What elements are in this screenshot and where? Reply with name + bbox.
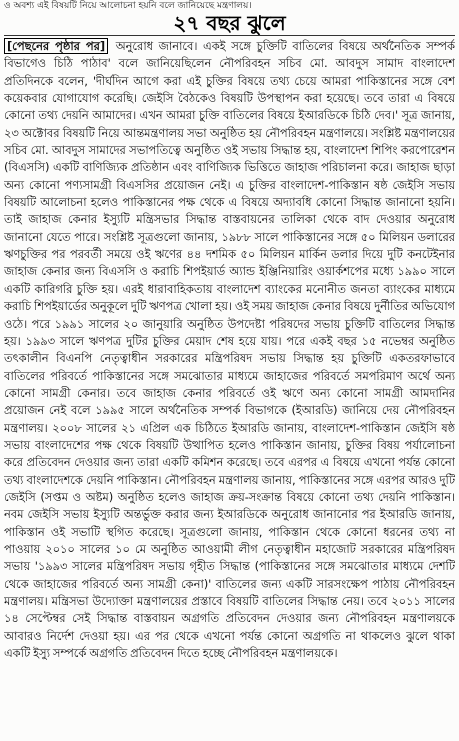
article-text: অনুরোধ জানাবে। একই সঙ্গে চুক্তিটি বাতিলের বিষয়ে অর্থনৈতিক সম্পর্ক বিভাগেও চিঠি পাঠাব' বলে জানিয়েছিলেন নৌপরিবহন সচিব মো. আবদুস সামাদ বাংলাদেশ প্রতিদিনকে বলেন, 'দীর্ঘদিন আগে করা এই চুক্তির বিষয়ে তথ্য চেয়ে আমরা পাকিস্তানের সঙ্গে বেশ কয়েকবার যোগাযোগ করেছি। জেইসি বৈঠকেও বিষয়টি উপস্থাপন করা হয়েছে। তবে তারা এ বিষয়ে কোনো তথ্য দেয়নি আমাদের। এখন আমরা চুক্তি বাতিলের বিষয়ে ইআরডিকে চিঠি দেব।' সূত্র জানায়, ২৩ অক্টোবর বিষয়টি নিয়ে আন্তমন্ত্রণালয় সভা অনুষ্ঠিত হয় নৌপরিবহন মন্ত্রণালয়ে। সংশ্লিষ্ট মন্ত্রণালয়ের সচিব মো. আবদুস সামাদের সভাপতিত্বে অনুষ্ঠিত ওই সভায় সিদ্ধান্ত হয়, বাংলাদেশ শিপিং করপোরেশন (বিএসসি) একটি বাণিজ্যিক প্রতিষ্ঠান এবং বাণিজ্যিক ভিত্তিতে জাহাজ পরিচালনা করে। জাহাজ ছাড়া অন্য কোনো পণ্যসামগ্রী বিএসসির প্রয়োজন নেই। এ চুক্তির বাংলাদেশ-পাকিস্তান ষষ্ঠ জেইসি সভায় বিষয়টি আলোচনা হলেও পাকিস্তানের পক্ষ থেকে এ বিষয়ে অদ্যাবধি কোনো সিদ্ধান্ত জানানো হয়নি। তাই জাহাজ কেনার ইস্যুটি মন্ত্রিসভার সিদ্ধান্ত বাস্তবায়নের তালিকা থেকে বাদ দেওয়ার অনুরোধ জানানো যেতে পারে। সংশ্লিষ্ট সূত্রগুলো জানায়, ১৯৮৮ সালে পাকিস্তানের সঙ্গে ৫০ মিলিয়ন ডলারের ঋণচুক্তির পর পরবর্তী সময়ে ওই ঋণের ৪৪ দশমিক ৫০ মিলিয়ন মার্কিন ডলার দিয়ে দুটি কনটেইনার জাহাজ কেনার জন্য বিএসসি ও করাচি শিপইয়ার্ড অ্যান্ড ইঞ্জিনিয়ারিং ওয়ার্কশপের মধ্যে ১৯৯০ সালে একটি কারিগরি চুক্তি হয়। এরই ধারাবাহিকতায় বাংলাদেশ ব্যাংকের মনোনীত জনতা ব্যাংকের মাধ্যমে করাচি শিপইয়ার্ডের অনুকূলে দুটি ঋণপত্র খোলা হয়। ওই সময় জাহাজ কেনার বিষয়ে দুর্নীতির অভিযোগ ওঠে। পরে ১৯৯১ সালের ২০ জানুয়ারি অনুষ্ঠিত উপদেষ্টা পরিষদের সভায় চুক্তিটি বাতিলের সিদ্ধান্ত হয়। ১৯৯৩ সালে ঋণপত্র দুটির চুক্তির মেয়াদ শেষ হয়ে যায়। পরে একই বছর ১৫ নভেম্বর অনুষ্ঠিত তৎকালীন বিএনপি নেতৃত্বাধীন সরকারের মন্ত্রিপরিষদ সভায় সিদ্ধান্ত হয় চুক্তিটি একতরফাভাবে বাতিলের পরিবর্তে পাকিস্তানের সঙ্গে সমঝোতার মাধ্যমে জাহাজের পরিবর্তে সমপরিমাণ অর্থে অন্য কোনো সামগ্রী কেনার। তবে জাহাজ কেনার পরিবর্তে ওই ঋণে অন্য কোনো সামগ্রী আমদানির প্রয়োজন নেই বলে ১৯৯৫ সালে অর্থনৈতিক সম্পর্ক বিভাগকে (ইআরডি) জানিয়ে দেয় নৌপরিবহন মন্ত্রণালয়। ২০০৮ সালের ২১ এপ্রিল এক চিঠিতে ইআরডি জানায়, বাংলাদেশ-পাকিস্তান জেইসি ষষ্ঠ সভায় বাংলাদেশের পক্ষ থেকে বিষয়টি উত্থাপিত হলেও পাকিস্তান জানায়, চুক্তির বিষয় পর্যালোচনা করে প্রতিবেদন দেওয়ার জন্য তারা একটি কমিশন করেছে। তবে এরপর এ বিষয়ে এখনো পর্যন্ত কোনো তথ্য বাংলাদেশকে দেয়নি পাকিস্তান। নৌপরিবহন মন্ত্রণালয় জানায়, পাকিস্তানের সঙ্গে এরপর আরও দুটি জেইসি (সপ্তম ও অষ্টম) অনুষ্ঠিত হলেও জাহাজ ক্রয়-সংক্রান্ত বিষয়ে কোনো তথ্য দেয়নি পাকিস্তান। নবম জেইসি সভায় ইস্যুটি অন্তর্ভুক্ত করার জন্য ইআরডিকে অনুরোধ জানানোর পর ইআরডি জানায়, পাকিস্তান ওই সভাটি স্থগিত করেছে। সূত্রগুলো জানায়, পাকিস্তান থেকে কোনো ধরনের তথ্য না পাওয়ায় ২০১০ সালের ১০ মে অনুষ্ঠিত আওয়ামী লীগ নেতৃত্বাধীন মহাজোট সরকারের মন্ত্রিপরিষদ সভায় '১৯৯৩ সালের মন্ত্রিপরিষদ সভায় গৃহীত সিদ্ধান্ত (পাকিস্তানের সঙ্গে সমঝোতার মাধ্যমে দেশটি থেকে জাহাজের পরিবর্তে অন্য সামগ্রী কেনা)' বাতিলের জন্য একটি সারসংক্ষেপ পাঠায় নৌপরিবহন মন্ত্রণালয়। মন্ত্রিসভা উদ্যোক্তা মন্ত্রণালয়ের প্রস্তাবে বিষয়টি বাতিলের সিদ্ধান্ত নেয়। তবে ২০১১ সালের ১৪ সেপ্টেম্বর সেই সিদ্ধান্ত বাস্তবায়ন অগ্রগতি প্রতিবেদন দেওয়ার জন্য নৌপরিবহন মন্ত্রণালয়কে আবারও নির্দেশ দেওয়া হয়। এর পর থেকে এখনো পর্যন্ত কোনো অগ্রগতি না থাকলেও ঝুলে থাকা একটি ইস্যু সম্পর্কে অগ্রগতি প্রতিবেদন দিতে হচ্ছে নৌপরিবহন মন্ত্রণালয়কে। [4, 39, 455, 661]
continuation-tag: [পেছনের পৃষ্ঠার পর] [4, 38, 108, 54]
headline-divider [4, 35, 455, 36]
article-body [4, 38, 455, 738]
top-cut-off-line: ও অবশ্য এই বিষয়টি নিয়ে আলোচনা হয়নি বলে জানিয়েছে মন্ত্রণালয়। [4, 1, 252, 11]
headline: ২৭ বছর ঝুলে [173, 11, 286, 35]
